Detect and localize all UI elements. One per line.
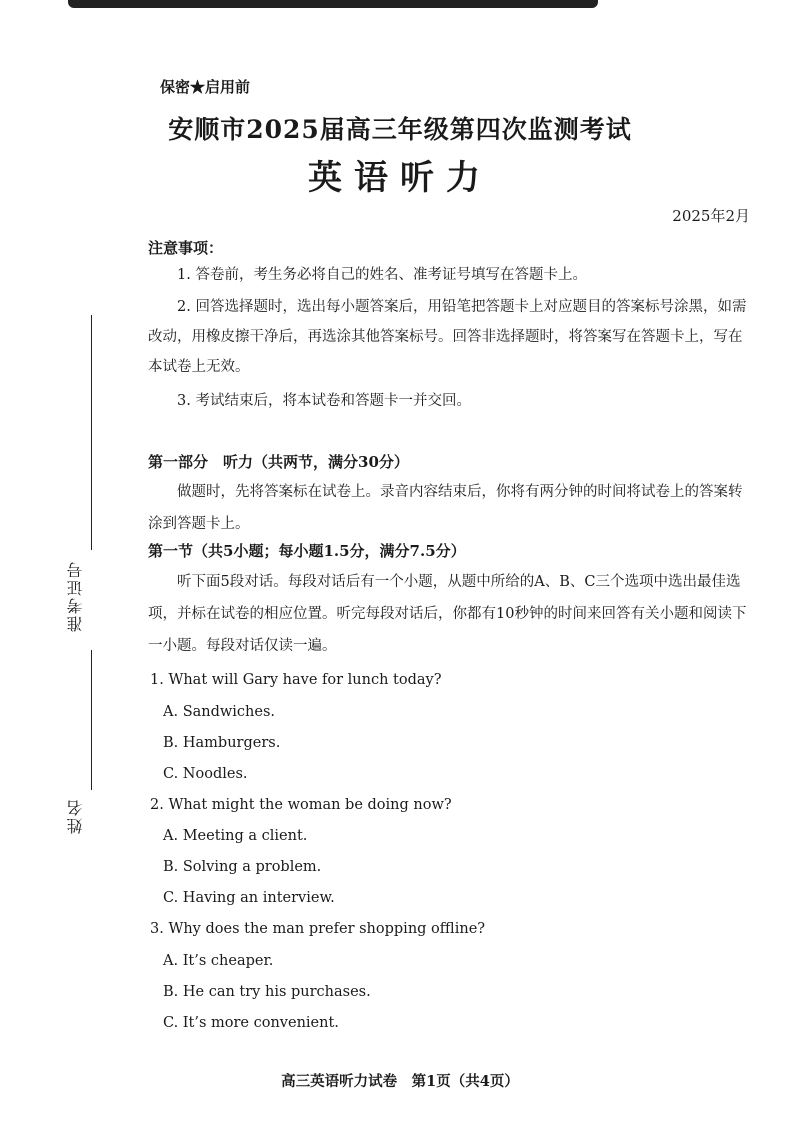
exam-id-label: 准考证号: [66, 560, 85, 632]
exam-id-field-line: [91, 650, 92, 790]
notice-item-3: 3. 考试结束后，将本试卷和答题卡一并交回。: [177, 393, 471, 409]
question-1-option-b: B. Hamburgers.: [163, 735, 281, 751]
question-3-option-a: A. It’s cheaper.: [163, 953, 274, 969]
question-1-stem: 1. What will Gary have for lunch today?: [150, 672, 442, 688]
confidential-mark: 保密★启用前: [160, 78, 251, 96]
question-2-option-a: A. Meeting a client.: [163, 828, 308, 844]
scan-edge-bar: [68, 0, 598, 8]
page-footer: 高三英语听力试卷 第1页（共4页）: [281, 1073, 519, 1090]
question-1-option-a: A. Sandwiches.: [163, 704, 276, 720]
exam-date: 2025年2月: [672, 207, 750, 225]
exam-title: 安顺市2025届高三年级第四次监测考试: [168, 115, 632, 144]
question-3-option-b: B. He can try his purchases.: [163, 984, 371, 1000]
question-1-option-c: C. Noodles.: [163, 766, 248, 782]
subject-title: 英语听力: [308, 158, 492, 198]
part-title: 第一部分 听力（共两节，满分30分）: [148, 453, 409, 471]
name-label: 姓名: [66, 798, 85, 834]
section-title: 第一节（共5小题；每小题1.5分，满分7.5分）: [148, 542, 466, 560]
notice-item-2: 2. 回答选择题时，选出每小题答案后，用铅笔把答题卡上对应题目的答案标号涂黑，如需改动，用橡皮擦干净后，再选涂其他答案标号。回答非选择题时，将答案写在答题卡上，写在本试卷上无效。: [148, 299, 747, 375]
notice-item-1: 1. 答卷前，考生务必将自己的姓名、准考证号填写在答题卡上。: [177, 267, 587, 283]
part-intro: 做题时，先将答案标在试卷上。录音内容结束后，你将有两分钟的时间将试卷上的答案转涂到答题卡上。: [148, 484, 743, 532]
question-3-option-c: C. It’s more convenient.: [163, 1015, 339, 1031]
question-3-stem: 3. Why does the man prefer shopping offline?: [150, 921, 486, 937]
notice-title: 注意事项：: [148, 239, 224, 257]
section-intro: 听下面5段对话。每段对话后有一个小题，从题中所给的A、B、C三个选项中选出最佳选项，并标在试卷的相应位置。听完每段对话后，你都有10秒钟的时间来回答有关小题和阅读下一小题。每段对话仅读一遍。: [148, 574, 747, 654]
question-2-stem: 2. What might the woman be doing now?: [150, 797, 452, 813]
question-2-option-b: B. Solving a problem.: [163, 859, 322, 875]
side-line-top: [91, 315, 92, 550]
question-2-option-c: C. Having an interview.: [163, 890, 335, 906]
